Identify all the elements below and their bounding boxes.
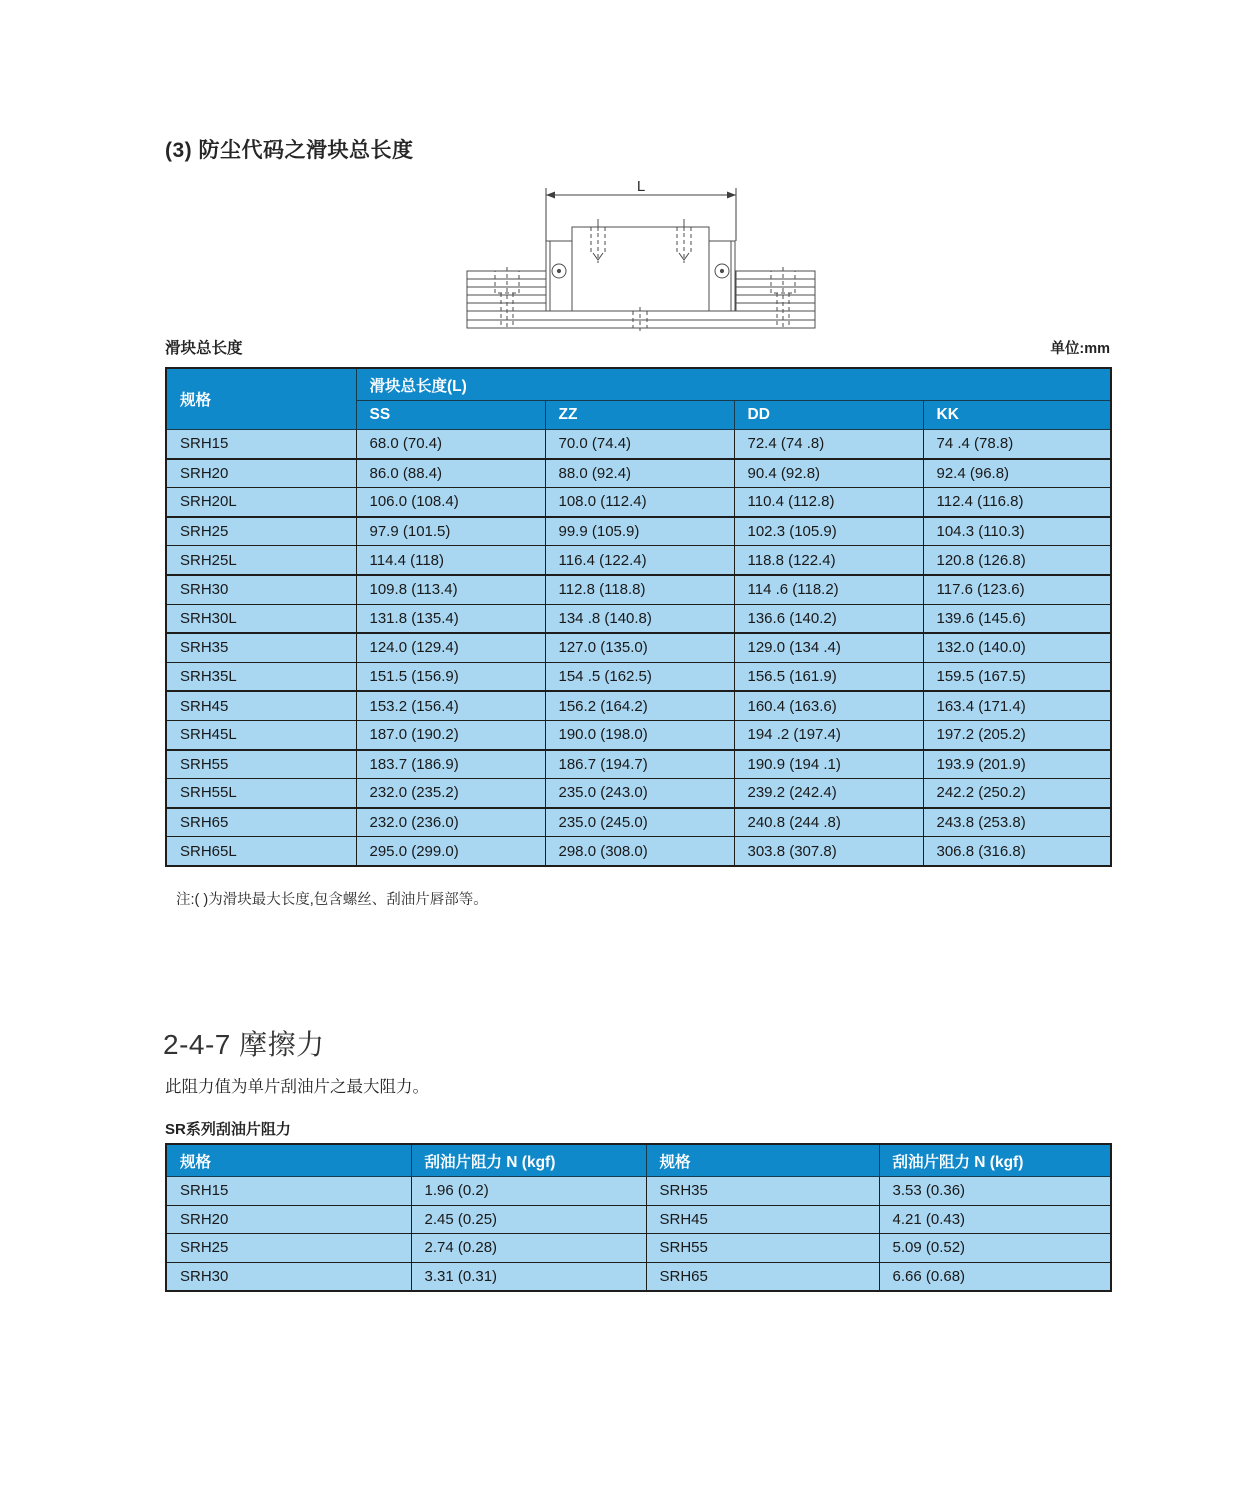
value-cell: 114 .6 (118.2) <box>734 575 923 604</box>
spec-cell: SRH20 <box>166 1205 411 1234</box>
friction-spec-header-2: 规格 <box>646 1144 879 1177</box>
table-row <box>166 1234 1111 1263</box>
col-header-zz: ZZ <box>545 401 734 430</box>
col-header-dd: DD <box>734 401 923 430</box>
spec-cell: SRH35L <box>166 662 356 691</box>
value-cell: 163.4 (171.4) <box>923 691 1111 720</box>
spec-cell: SRH15 <box>166 430 356 459</box>
dimension-arrow-left <box>546 192 555 199</box>
value-cell: 186.7 (194.7) <box>545 750 734 779</box>
value-cell: 243.8 (253.8) <box>923 808 1111 837</box>
value-cell: 127.0 (135.0) <box>545 633 734 662</box>
value-cell: 132.0 (140.0) <box>923 633 1111 662</box>
value-cell: 159.5 (167.5) <box>923 662 1111 691</box>
table-row <box>166 459 1111 488</box>
value-cell: 131.8 (135.4) <box>356 604 545 633</box>
value-cell: 193.9 (201.9) <box>923 750 1111 779</box>
length-group-header: 滑块总长度(L) <box>356 368 1111 401</box>
friction-value-header-2: 刮油片阻力 N (kgf) <box>879 1144 1111 1177</box>
dimension-arrow-right <box>727 192 736 199</box>
col-header-ss: SS <box>356 401 545 430</box>
spec-cell: SRH20 <box>166 459 356 488</box>
value-cell: 108.0 (112.4) <box>545 488 734 517</box>
value-cell: 99.9 (105.9) <box>545 517 734 546</box>
spec-cell: SRH30 <box>166 1262 411 1291</box>
spec-cell: SRH30L <box>166 604 356 633</box>
spec-cell: SRH45L <box>166 720 356 749</box>
value-cell: 134 .8 (140.8) <box>545 604 734 633</box>
table-row <box>166 662 1111 691</box>
value-cell: 2.45 (0.25) <box>411 1205 646 1234</box>
value-cell: 124.0 (129.4) <box>356 633 545 662</box>
table-row <box>166 779 1111 808</box>
value-cell: 151.5 (156.9) <box>356 662 545 691</box>
value-cell: 190.0 (198.0) <box>545 720 734 749</box>
value-cell: 104.3 (110.3) <box>923 517 1111 546</box>
table1-caption: 滑块总长度 <box>165 340 243 357</box>
friction-table <box>165 1143 1112 1292</box>
spec-cell: SRH20L <box>166 488 356 517</box>
table-row <box>166 720 1111 749</box>
value-cell: 118.8 (122.4) <box>734 546 923 575</box>
value-cell: 306.8 (316.8) <box>923 837 1111 866</box>
value-cell: 303.8 (307.8) <box>734 837 923 866</box>
dimension-line <box>546 188 736 241</box>
value-cell: 156.5 (161.9) <box>734 662 923 691</box>
table-row <box>166 430 1111 459</box>
unit-label: 单位:mm <box>1050 341 1110 357</box>
value-cell: 295.0 (299.0) <box>356 837 545 866</box>
value-cell: 110.4 (112.8) <box>734 488 923 517</box>
friction-value-header-1: 刮油片阻力 N (kgf) <box>411 1144 646 1177</box>
value-cell: 183.7 (186.9) <box>356 750 545 779</box>
value-cell: 6.66 (0.68) <box>879 1262 1111 1291</box>
value-cell: 136.6 (140.2) <box>734 604 923 633</box>
spec-cell: SRH65 <box>646 1262 879 1291</box>
spec-cell: SRH35 <box>646 1177 879 1206</box>
value-cell: 139.6 (145.6) <box>923 604 1111 633</box>
value-cell: 90.4 (92.8) <box>734 459 923 488</box>
spec-cell: SRH55 <box>166 750 356 779</box>
value-cell: 112.8 (118.8) <box>545 575 734 604</box>
value-cell: 129.0 (134 .4) <box>734 633 923 662</box>
table-row <box>166 488 1111 517</box>
value-cell: 232.0 (236.0) <box>356 808 545 837</box>
value-cell: 235.0 (243.0) <box>545 779 734 808</box>
spec-cell: SRH15 <box>166 1177 411 1206</box>
table-row <box>166 604 1111 633</box>
value-cell: 70.0 (74.4) <box>545 430 734 459</box>
value-cell: 74 .4 (78.8) <box>923 430 1111 459</box>
spec-cell: SRH25 <box>166 517 356 546</box>
value-cell: 92.4 (96.8) <box>923 459 1111 488</box>
friction-spec-header-1: 规格 <box>166 1144 411 1177</box>
value-cell: 86.0 (88.4) <box>356 459 545 488</box>
value-cell: 240.8 (244 .8) <box>734 808 923 837</box>
friction-table-caption: SR系列刮油片阻力 <box>165 1121 291 1138</box>
spec-cell: SRH55L <box>166 779 356 808</box>
table-row <box>166 808 1111 837</box>
value-cell: 154 .5 (162.5) <box>545 662 734 691</box>
value-cell: 72.4 (74 .8) <box>734 430 923 459</box>
section-heading-dustproof: (3) 防尘代码之滑块总长度 <box>165 139 414 162</box>
table-row <box>166 633 1111 662</box>
value-cell: 120.8 (126.8) <box>923 546 1111 575</box>
value-cell: 117.6 (123.6) <box>923 575 1111 604</box>
value-cell: 116.4 (122.4) <box>545 546 734 575</box>
col-header-kk: KK <box>923 401 1111 430</box>
value-cell: 160.4 (163.6) <box>734 691 923 720</box>
value-cell: 239.2 (242.4) <box>734 779 923 808</box>
value-cell: 114.4 (118) <box>356 546 545 575</box>
value-cell: 298.0 (308.0) <box>545 837 734 866</box>
value-cell: 187.0 (190.2) <box>356 720 545 749</box>
spec-cell: SRH45 <box>646 1205 879 1234</box>
table-row <box>166 1205 1111 1234</box>
slider-block-diagram <box>462 181 828 335</box>
value-cell: 5.09 (0.52) <box>879 1234 1111 1263</box>
slider-length-table <box>165 367 1112 867</box>
value-cell: 102.3 (105.9) <box>734 517 923 546</box>
table-row <box>166 575 1111 604</box>
value-cell: 235.0 (245.0) <box>545 808 734 837</box>
slider-length-table-body <box>166 430 1111 866</box>
spec-column-header: 规格 <box>166 368 356 430</box>
table-row <box>166 546 1111 575</box>
value-cell: 242.2 (250.2) <box>923 779 1111 808</box>
table-row <box>166 1262 1111 1291</box>
table1-caption-row <box>165 336 1110 358</box>
friction-description: 此阻力值为单片刮油片之最大阻力。 <box>165 1078 429 1096</box>
value-cell: 190.9 (194 .1) <box>734 750 923 779</box>
spec-cell: SRH65L <box>166 837 356 866</box>
value-cell: 88.0 (92.4) <box>545 459 734 488</box>
table-row <box>166 1177 1111 1206</box>
spec-cell: SRH30 <box>166 575 356 604</box>
table-row <box>166 517 1111 546</box>
spec-cell: SRH35 <box>166 633 356 662</box>
value-cell: 232.0 (235.2) <box>356 779 545 808</box>
spec-cell: SRH25L <box>166 546 356 575</box>
value-cell: 153.2 (156.4) <box>356 691 545 720</box>
value-cell: 4.21 (0.43) <box>879 1205 1111 1234</box>
spec-cell: SRH65 <box>166 808 356 837</box>
table-row <box>166 837 1111 866</box>
value-cell: 1.96 (0.2) <box>411 1177 646 1206</box>
value-cell: 197.2 (205.2) <box>923 720 1111 749</box>
value-cell: 3.53 (0.36) <box>879 1177 1111 1206</box>
value-cell: 106.0 (108.4) <box>356 488 545 517</box>
spec-cell: SRH45 <box>166 691 356 720</box>
table-row <box>166 691 1111 720</box>
section-heading-friction: 2-4-7 摩擦力 <box>163 1029 325 1060</box>
value-cell: 112.4 (116.8) <box>923 488 1111 517</box>
value-cell: 194 .2 (197.4) <box>734 720 923 749</box>
table-row <box>166 750 1111 779</box>
diagram-solid-lines <box>467 219 815 328</box>
spec-cell: SRH55 <box>646 1234 879 1263</box>
value-cell: 2.74 (0.28) <box>411 1234 646 1263</box>
value-cell: 109.8 (113.4) <box>356 575 545 604</box>
value-cell: 3.31 (0.31) <box>411 1262 646 1291</box>
value-cell: 156.2 (164.2) <box>545 691 734 720</box>
spec-cell: SRH25 <box>166 1234 411 1263</box>
table1-note: 注:( )为滑块最大长度,包含螺丝、刮油片唇部等。 <box>176 892 488 908</box>
value-cell: 68.0 (70.4) <box>356 430 545 459</box>
dimension-label: L <box>636 181 646 195</box>
friction-table-body <box>166 1177 1111 1292</box>
value-cell: 97.9 (101.5) <box>356 517 545 546</box>
